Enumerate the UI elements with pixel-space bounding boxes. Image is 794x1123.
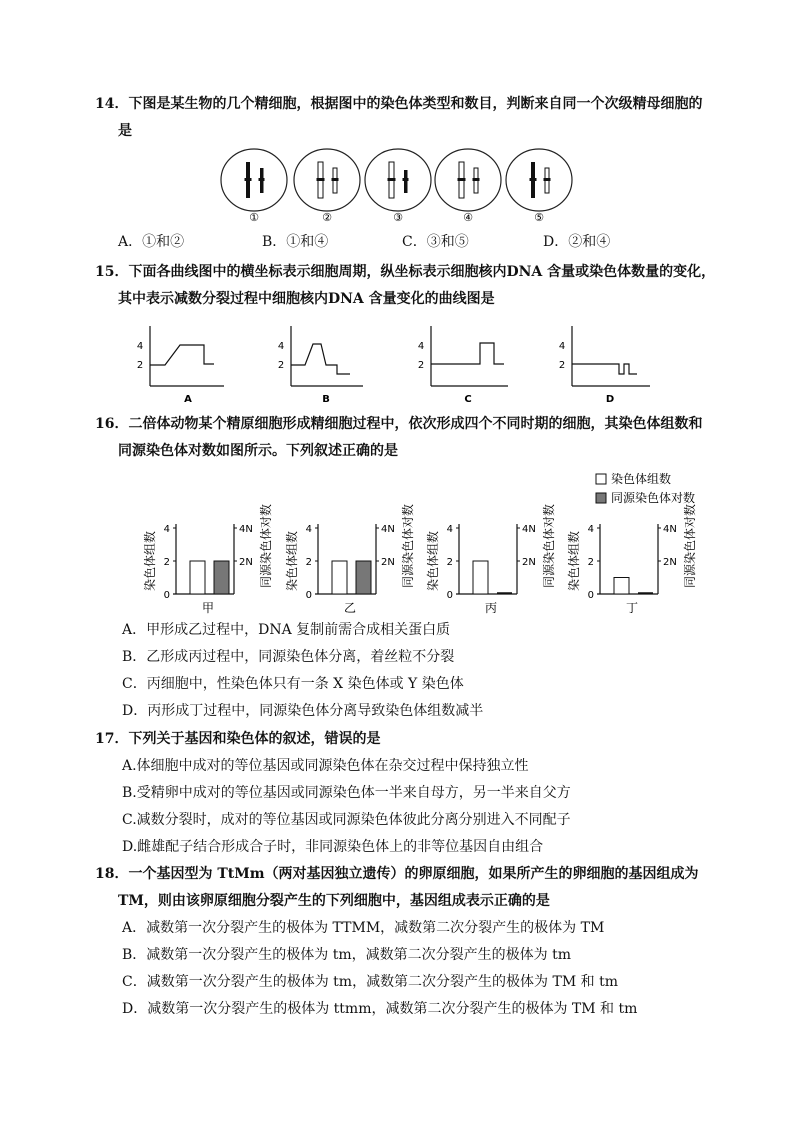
dna-graph-d [559,326,650,405]
left-axis-label-3: 染色体组数 [567,530,581,592]
left-axis-label-1: 染色体组数 [285,530,299,592]
left-tick-2-1: 2 [446,557,453,568]
left-tick-3-1: 2 [587,557,594,568]
legend-item-groups: 染色体组数 [611,472,672,486]
graph-a-tick-2: 2 [136,360,144,371]
legend-item-pairs: 同源染色体对数 [611,491,696,505]
q17-option-a: A.体细胞中成对的等位基因或同源染色体在杂交过程中保持独立性 [122,758,529,774]
graph-c-tick-4: 4 [417,341,425,352]
right-tick-1-1: 2N [381,557,395,568]
q14-stem-line2: 是 [118,123,132,139]
cell-label-1: ① [249,211,259,224]
q15-graphs-figure [0,318,794,408]
q14-option-d: D．②和④ [543,234,611,250]
left-tick-0-2: 0 [163,590,170,601]
right-tick-3-0: 4N [663,524,677,535]
q15-stem-line2: 其中表示减数分裂过程中细胞核内DNA 含量变化的曲线图是 [118,291,495,307]
graph-d-label: D [605,394,615,405]
right-tick-0-1: 2N [239,557,253,568]
q18-option-a: A．减数第一次分裂产生的极体为 TTMM，减数第二次分裂产生的极体为 TM [122,920,605,936]
q17-stem: 17．下列关于基因和染色体的叙述，错误的是 [95,731,381,747]
graph-c-tick-2: 2 [417,360,425,371]
left-tick-1-2: 0 [305,590,312,601]
graph-a-label: A [184,394,192,405]
cell-label-2: ② [322,211,332,224]
q14-option-b: B．①和④ [262,234,329,250]
q16-option-d: D．丙形成丁过程中，同源染色体分离导致染色体组数减半 [122,703,484,719]
left-tick-2-0: 4 [446,524,453,535]
cell-label-4: ④ [463,211,473,224]
q14-option-a: A．①和② [118,234,185,250]
dna-graph-c [418,326,508,405]
left-tick-0-1: 2 [163,557,170,568]
sperm-cell-3 [365,149,431,224]
left-tick-3-2: 0 [587,590,594,601]
left-tick-1-0: 4 [305,524,312,535]
q17-option-d: D.雌雄配子结合形成合子时，非同源染色体上的非等位基因自由组合 [122,839,544,855]
sperm-cell-2 [294,149,360,224]
right-axis-label-1: 同源染色体对数 [401,503,415,589]
left-axis-label-2: 染色体组数 [426,530,440,592]
q17-option-b: B.受精卵中成对的等位基因或同源染色体一半来自母方，另一半来自父方 [122,785,571,801]
q16-option-a: A．甲形成乙过程中，DNA 复制前需合成相关蛋白质 [122,622,451,638]
left-axis-label-0: 染色体组数 [143,530,157,592]
graph-b-tick-2: 2 [277,360,285,371]
right-tick-2-1: 2N [522,557,536,568]
q16-option-b: B．乙形成丙过程中，同源染色体分离，着丝粒不分裂 [122,649,455,665]
right-tick-0-0: 4N [239,524,253,535]
bar-groups-0 [190,561,205,594]
q18-stem-line2: TM，则由该卵原细胞分裂产生的下列细胞中，基因组成表示正确的是 [118,893,550,909]
q16-bar-chart [0,466,794,616]
q16-stem-line1: 16．二倍体动物某个精原细胞形成精细胞过程中，依次形成四个不同时期的细胞，其染色体组数和 [95,416,703,432]
q17-option-c: C.减数分裂时，成对的等位基因或同源染色体彼此分离分别进入不同配子 [122,812,571,828]
q15-stem-line1: 15．下面各曲线图中的横坐标表示细胞周期，纵坐标表示细胞核内DNA 含量或染色体数量的变化， [95,264,716,280]
right-axis-label-3: 同源染色体对数 [683,503,697,589]
chart-legend [596,471,695,505]
category-label-2: 丙 [484,601,498,615]
right-tick-2-0: 4N [522,524,536,535]
left-tick-1-1: 2 [305,557,312,568]
dna-graph-b [278,326,363,405]
sperm-cell-4 [435,149,501,224]
sperm-cell-1 [221,149,287,224]
left-tick-0-0: 4 [163,524,170,535]
left-tick-2-2: 0 [446,590,453,601]
q16-option-c: C．丙细胞中，性染色体只有一条 X 染色体或 Y 染色体 [122,676,464,692]
category-label-3: 丁 [625,601,639,615]
bar-pairs-0 [214,561,229,594]
q18-stem-line1: 18．一个基因型为 TtMm（两对基因独立遗传）的卵原细胞，如果所产生的卵细胞的基因组成为 [95,866,699,882]
cell-label-5: ⑤ [534,211,544,224]
right-axis-label-0: 同源染色体对数 [259,503,273,589]
graph-c-label: C [464,394,472,405]
bar-groups-3 [614,578,629,595]
graph-b-label: B [322,394,330,405]
category-label-0: 甲 [201,601,215,615]
sperm-cell-5 [506,149,572,224]
bar-pairs-1 [356,561,371,594]
category-label-1: 乙 [343,601,357,615]
dna-graph-a [137,326,224,405]
q18-option-b: B．减数第一次分裂产生的极体为 tm，减数第二次分裂产生的极体为 tm [122,947,571,963]
right-tick-3-1: 2N [663,557,677,568]
bar-groups-2 [473,561,488,594]
q18-option-c: C．减数第一次分裂产生的极体为 tm，减数第二次分裂产生的极体为 TM 和 tm [122,974,618,990]
q14-stem-line1: 14．下图是某生物的几个精细胞，根据图中的染色体类型和数目，判断来自同一个次级精母细胞的 [95,96,703,112]
graph-a-tick-4: 4 [136,341,144,352]
graph-d-tick-4: 4 [558,341,566,352]
q14-option-c: C．③和⑤ [402,234,469,250]
bar-groups-1 [332,561,347,594]
graph-d-tick-2: 2 [558,360,566,371]
graph-b-tick-4: 4 [277,341,285,352]
cell-label-3: ③ [393,211,403,224]
q18-option-d: D．减数第一次分裂产生的极体为 ttmm，减数第二次分裂产生的极体为 TM 和 tm [122,1001,638,1017]
left-tick-3-0: 4 [587,524,594,535]
right-axis-label-2: 同源染色体对数 [542,503,556,589]
right-tick-1-0: 4N [381,524,395,535]
q16-stem-line2: 同源染色体对数如图所示。下列叙述正确的是 [118,443,398,459]
